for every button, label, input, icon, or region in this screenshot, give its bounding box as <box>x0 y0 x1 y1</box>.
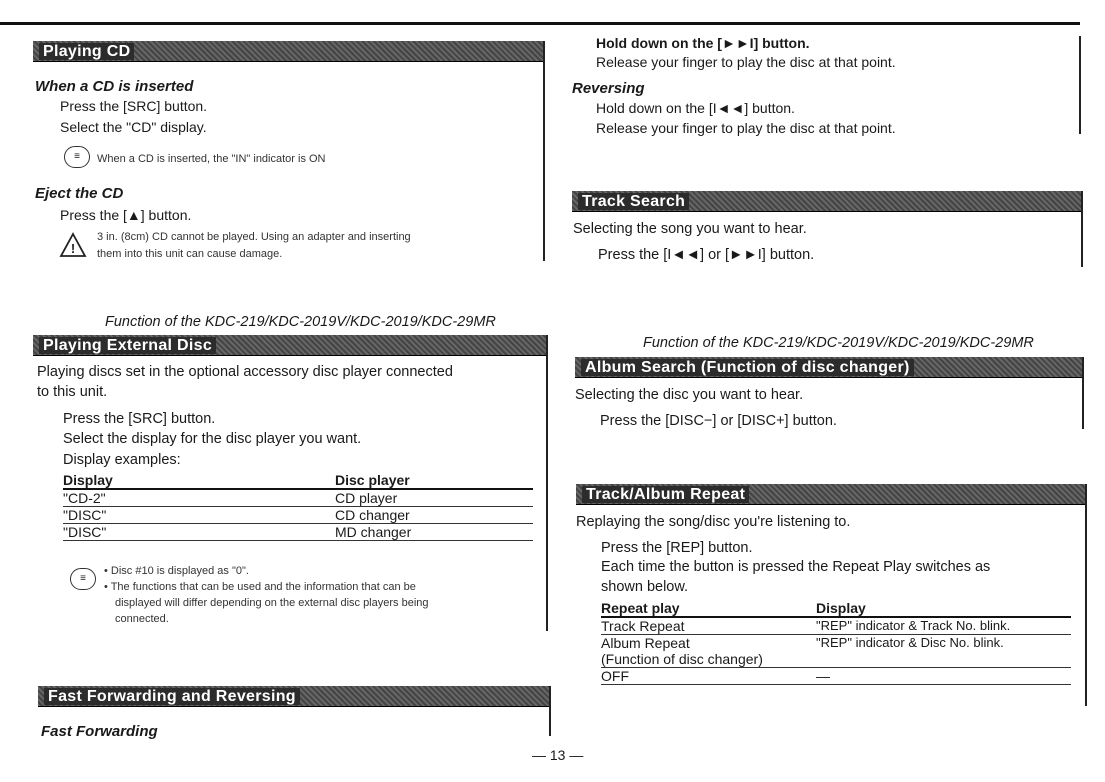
note-text: • The functions that can be used and the information that can be <box>104 581 416 593</box>
column-rule <box>543 41 545 261</box>
table-row <box>63 524 533 541</box>
column-header: Display <box>63 472 335 489</box>
note-icon: ≡ <box>64 146 90 168</box>
table-cell: CD player <box>335 489 533 507</box>
instruction: Release your finger to play the disc at that point. <box>596 120 896 136</box>
note-text: When a CD is inserted, the "IN" indicator is ON <box>97 153 326 165</box>
subheading-eject: Eject the CD <box>35 185 124 202</box>
section-header-track-search: Track Search <box>572 191 1082 212</box>
section-header-repeat: Track/Album Repeat <box>576 484 1086 505</box>
instruction: Press the [SRC] button. <box>60 98 208 114</box>
subheading-reversing: Reversing <box>572 80 645 97</box>
note-text: • Disc #10 is displayed as "0". <box>104 565 249 577</box>
repeat-table <box>601 600 1071 685</box>
note-icon: ≡ <box>70 568 96 590</box>
page-number: — 13 — <box>532 747 584 763</box>
instruction: Display examples: <box>63 452 181 468</box>
instruction: Select the "CD" display. <box>60 119 207 135</box>
note-text: connected. <box>115 613 169 625</box>
instruction: Hold down on the [I◄◄] button. <box>596 100 795 116</box>
top-rule <box>0 22 1080 25</box>
column-rule <box>549 686 551 736</box>
table-header-row <box>601 600 1071 617</box>
instruction: Each time the button is pressed the Repeat Play switches as <box>601 559 991 575</box>
note-text: displayed will differ depending on the external disc players being <box>115 597 429 609</box>
instruction: Press the [▲] button. <box>60 207 192 223</box>
svg-text:!: ! <box>70 241 76 256</box>
column-rule <box>1079 36 1081 134</box>
cell-line: Album Repeat <box>601 635 690 651</box>
table-row <box>63 507 533 524</box>
table-cell <box>601 635 816 668</box>
warning-icon <box>59 232 87 258</box>
table-cell: "DISC" <box>63 524 335 541</box>
paragraph: Playing discs set in the optional accessory disc player connected <box>37 364 453 380</box>
table-row <box>601 617 1071 635</box>
table-cell: "DISC" <box>63 507 335 524</box>
column-rule <box>1085 484 1087 706</box>
paragraph: to this unit. <box>37 384 108 400</box>
column-header: Disc player <box>335 472 533 489</box>
column-header: Display <box>816 600 1071 617</box>
subheading-when-inserted: When a CD is inserted <box>35 78 194 95</box>
column-rule <box>1081 191 1083 267</box>
display-examples-table <box>63 472 533 541</box>
table-header-row <box>63 472 533 489</box>
table-row <box>63 489 533 507</box>
table-cell: MD changer <box>335 524 533 541</box>
instruction: Hold down on the [►►I] button. <box>596 35 810 51</box>
cell-line: (Function of disc changer) <box>601 651 763 667</box>
paragraph: Replaying the song/disc you're listening to. <box>576 514 851 530</box>
table-row <box>601 635 1071 668</box>
column-rule <box>1082 357 1084 429</box>
table-cell: "REP" indicator & Track No. blink. <box>816 617 1071 635</box>
instruction: Select the display for the disc player you want. <box>63 431 362 447</box>
table-cell: OFF <box>601 668 816 685</box>
column-header: Repeat play <box>601 600 816 617</box>
section-header-external-disc: Playing External Disc <box>33 335 546 356</box>
instruction: Press the [REP] button. <box>601 540 753 556</box>
section-header-album-search: Album Search (Function of disc changer) <box>575 357 1083 378</box>
subheading-fast-forwarding: Fast Forwarding <box>41 723 158 740</box>
table-row <box>601 668 1071 685</box>
instruction: Press the [I◄◄] or [►►I] button. <box>598 247 815 263</box>
table-cell: — <box>816 668 1071 685</box>
table-cell: Track Repeat <box>601 617 816 635</box>
section-header-playing-cd: Playing CD <box>33 41 543 62</box>
instruction: Press the [SRC] button. <box>63 411 216 427</box>
instruction: shown below. <box>601 579 689 595</box>
function-label: Function of the KDC-219/KDC-2019V/KDC-2019/KDC-29MR <box>643 335 1034 351</box>
function-label: Function of the KDC-219/KDC-2019V/KDC-2019/KDC-29MR <box>105 314 496 330</box>
section-header-fast-forwarding: Fast Forwarding and Reversing <box>38 686 550 707</box>
table-cell: "CD-2" <box>63 489 335 507</box>
warning-text: 3 in. (8cm) CD cannot be played. Using an adapter and inserting <box>97 231 411 243</box>
column-rule <box>546 335 548 631</box>
warning-text: them into this unit can cause damage. <box>97 248 283 260</box>
paragraph: Selecting the song you want to hear. <box>573 221 807 237</box>
instruction: Press the [DISC−] or [DISC+] button. <box>600 413 837 429</box>
table-cell: CD changer <box>335 507 533 524</box>
table-cell: "REP" indicator & Disc No. blink. <box>816 635 1071 668</box>
instruction: Release your finger to play the disc at that point. <box>596 54 896 70</box>
paragraph: Selecting the disc you want to hear. <box>575 387 804 403</box>
